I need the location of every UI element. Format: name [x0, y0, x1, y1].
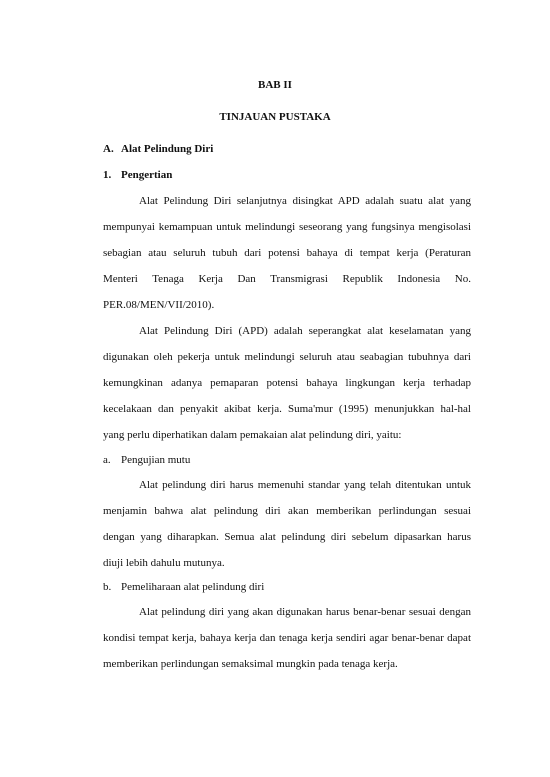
paragraph-2-line: digunakan oleh pekerja untuk melindungi seluruh atau seabagian tubuhnya dari: [103, 351, 471, 363]
paragraph-2-line: kecelakaan dan penyakit akibat kerja. Suma'mur (1995) menunjukkan hal-hal: [103, 403, 471, 415]
paragraph-2-line: Alat Pelindung Diri (APD) adalah seperangkat alat keselamatan yang: [139, 325, 471, 337]
subsection-label: 1.: [103, 169, 112, 181]
chapter-title: TINJAUAN PUSTAKA: [219, 111, 331, 123]
paragraph-4-line: kondisi tempat kerja, bahaya kerja dan tenaga kerja sendiri agar benar-benar dapat: [103, 632, 471, 644]
section-heading: [103, 142, 471, 156]
list-item-b-label: b.: [103, 581, 112, 593]
paragraph-3-line: diuji lebih dahulu mutunya.: [103, 557, 225, 569]
paragraph-3-line: menjamin bahwa alat pelindung diri akan memberikan perlindungan sesuai: [103, 505, 471, 517]
paragraph-4-line: Alat pelindung diri yang akan digunakan harus benar-benar sesuai dengan: [139, 606, 471, 618]
chapter-number: BAB II: [258, 79, 292, 91]
list-item-b: [103, 580, 471, 594]
paragraph-2-line: kemungkinan adanya pemaparan potensi bahaya lingkungan kerja terhadap: [103, 377, 471, 389]
subsection-title: Pengertian: [121, 169, 173, 181]
list-item-a-label: a.: [103, 454, 111, 466]
section-title: Alat Pelindung Diri: [121, 143, 214, 155]
list-item-b-title: Pemeliharaan alat pelindung diri: [121, 581, 265, 593]
list-item-a: [103, 453, 471, 467]
paragraph-2-line: yang perlu diperhatikan dalam pemakaian alat pelindung diri, yaitu:: [103, 429, 402, 441]
paragraph-1-line: Alat Pelindung Diri selanjutnya disingkat APD adalah suatu alat yang: [139, 195, 471, 207]
list-item-a-title: Pengujian mutu: [121, 454, 191, 466]
paragraph-3-line: Alat pelindung diri harus memenuhi standar yang telah ditentukan untuk: [139, 479, 471, 491]
paragraph-4-line: memberikan perlindungan semaksimal mungkin pada tenaga kerja.: [103, 658, 398, 670]
paragraph-3-line: dengan yang diharapkan. Semua alat pelindung diri sebelum dipasarkan harus: [103, 531, 471, 543]
paragraph-1-line: PER.08/MEN/VII/2010).: [103, 299, 215, 311]
section-label: A.: [103, 143, 114, 155]
subsection-heading: [103, 168, 471, 182]
paragraph-1-line: sebagian atau seluruh tubuh dari potensi bahaya di tempat kerja (Peraturan: [103, 247, 471, 259]
paragraph-1-line: Menteri Tenaga Kerja Dan Transmigrasi Republik Indonesia No.: [103, 273, 471, 285]
paragraph-1-line: mempunyai kemampuan untuk melindungi seseorang yang fungsinya mengisolasi: [103, 221, 471, 233]
